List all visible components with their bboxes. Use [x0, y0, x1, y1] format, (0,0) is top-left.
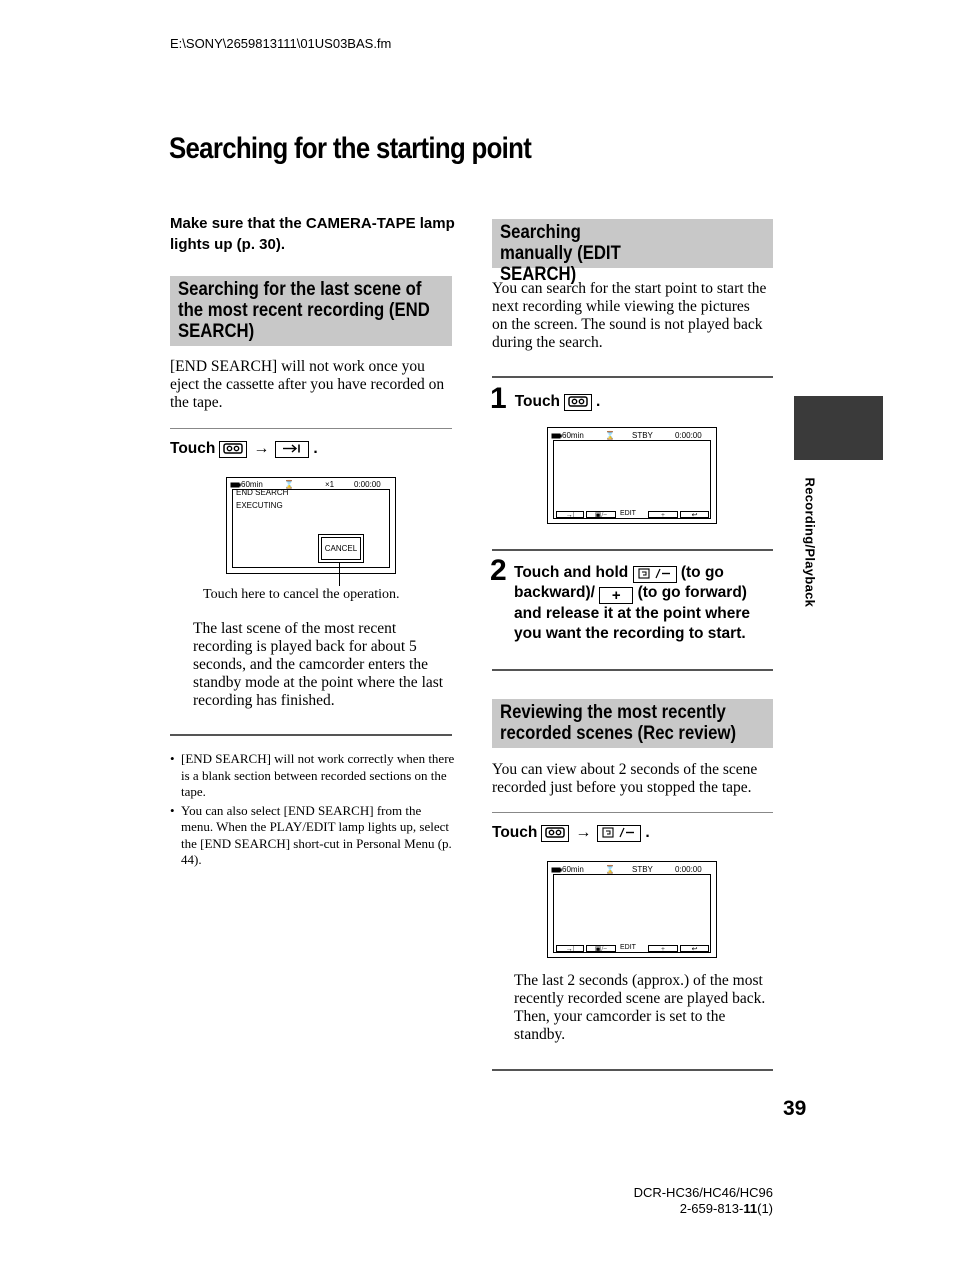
- lcd-inner-frame: [553, 440, 711, 519]
- lcd-battery: [551, 865, 584, 874]
- end-search-notes: [170, 751, 455, 871]
- lcd-edit-label: EDIT: [620, 510, 636, 517]
- lcd-plus-button[interactable]: +: [648, 945, 678, 952]
- rec-review-result: The last 2 seconds (approx.) of the most recently recorded scene are played back. Then, your camcorder is set to the standby.: [514, 972, 766, 1043]
- touch-label: Touch: [492, 824, 538, 841]
- step-2-text-c: (to go forward) and release it at the point where you want the recording to start.: [514, 584, 751, 642]
- end-search-heading: [170, 276, 452, 346]
- document-code: [560, 1201, 773, 1217]
- period: .: [645, 824, 650, 841]
- lcd-mode: END SEARCH: [236, 488, 289, 497]
- intro-note: Make sure that the CAMERA-TAPE lamp lights up (p. 30).: [170, 215, 455, 253]
- lcd-battery-text: 60min: [562, 865, 584, 874]
- rec-review-icon[interactable]: [597, 825, 641, 842]
- hourglass-icon: ⌛: [605, 865, 615, 874]
- lcd-end-search-button[interactable]: →|: [556, 945, 584, 952]
- cancel-button[interactable]: [318, 534, 364, 563]
- divider: [492, 549, 773, 551]
- note-item: • You can also select [END SEARCH] from the menu. When the PLAY/EDIT lamp lights up, select the [END SEARCH] short-cut in Personal Menu (p. 44).: [170, 803, 455, 869]
- divider: [492, 1069, 773, 1071]
- lcd-inner-frame: [553, 874, 711, 953]
- page-title: Searching for the starting point: [169, 132, 532, 165]
- hourglass-icon: ⌛: [284, 480, 294, 489]
- edit-search-heading-text: Searching manually (EDIT SEARCH): [500, 222, 621, 285]
- file-path: E:\SONY\2659813111\01US03BAS.fm: [170, 36, 392, 51]
- step-number: 2: [490, 554, 507, 587]
- end-search-touch-instruction: [170, 440, 318, 458]
- cancel-button-label: CANCEL: [321, 537, 361, 560]
- lcd-battery-text: 60min: [241, 480, 263, 489]
- lcd-return-button[interactable]: ↩: [680, 511, 709, 518]
- page-number: 39: [783, 1097, 807, 1120]
- battery-icon: [551, 867, 562, 873]
- period: .: [596, 393, 601, 410]
- battery-icon: [230, 482, 241, 488]
- model-name: DCR-HC36/HC46/HC96: [633, 1185, 773, 1200]
- lcd-speed: ×1: [325, 480, 335, 489]
- lcd-time: 0:00:00: [675, 865, 702, 874]
- end-search-lcd-screen: [226, 477, 396, 574]
- tape-icon[interactable]: [219, 441, 247, 458]
- rec-review-icon[interactable]: [633, 566, 677, 583]
- rec-review-heading-text: Reviewing the most recently recorded scenes (Rec review): [500, 702, 737, 744]
- edit-search-lcd-screen: [547, 427, 717, 524]
- plus-icon[interactable]: +: [599, 587, 633, 604]
- step-number: 1: [490, 382, 507, 415]
- edit-search-heading: [492, 219, 773, 285]
- section-tab: [794, 396, 883, 460]
- lcd-edit-label: EDIT: [620, 944, 636, 951]
- end-search-heading-text: Searching for the last scene of the most recent recording (END SEARCH): [178, 279, 430, 342]
- lcd-battery: [551, 431, 584, 440]
- lcd-return-button[interactable]: ↩: [680, 945, 709, 952]
- end-search-body: [END SEARCH] will not work once you eject the cassette after you have recorded on the tape.: [170, 358, 445, 411]
- battery-icon: [551, 433, 562, 439]
- callout-line: [339, 562, 340, 586]
- hourglass-icon: ⌛: [605, 431, 615, 440]
- edit-search-body: You can search for the start point to start the next recording while viewing the pictures on the screen. The sound is not played back during the search.: [492, 280, 767, 351]
- lcd-time: 0:00:00: [354, 480, 381, 489]
- period: .: [313, 440, 318, 457]
- rec-review-lcd-screen: [547, 861, 717, 958]
- arrow-icon: →: [253, 440, 270, 457]
- rec-review-body: You can view about 2 seconds of the scene recorded just before you stopped the tape.: [492, 761, 758, 796]
- step-2-instruction: [514, 563, 772, 644]
- lcd-plus-button[interactable]: +: [648, 511, 678, 518]
- model-info: [560, 1185, 773, 1217]
- code-prefix: 2-659-813-: [679, 1201, 744, 1216]
- lcd-status: EXECUTING: [236, 501, 283, 510]
- rec-review-touch-instruction: [492, 824, 650, 842]
- step-1-instruction: [515, 393, 601, 411]
- lcd-stby: STBY: [632, 865, 653, 874]
- cancel-caption: Touch here to cancel the operation.: [203, 587, 400, 602]
- touch-label: Touch: [514, 393, 561, 410]
- section-side-label: Recording/Playback: [802, 477, 818, 608]
- lcd-stby: STBY: [632, 431, 653, 440]
- touch-label: Touch: [170, 440, 216, 457]
- arrow-icon: →: [575, 824, 592, 841]
- tape-icon[interactable]: [564, 394, 592, 411]
- step-2-text-b: (to go backward)/: [514, 564, 724, 601]
- divider: [492, 812, 773, 813]
- lcd-time: 0:00:00: [675, 431, 702, 440]
- lcd-end-search-button[interactable]: →|: [556, 511, 584, 518]
- lcd-rec-review-button[interactable]: ▣/−: [586, 511, 616, 518]
- lcd-battery-text: 60min: [562, 431, 584, 440]
- divider: [170, 734, 452, 736]
- end-search-result: The last scene of the most recent recording is played back for about 5 seconds, and the camcorder enters the standby mode at the point where the last recording has finished.: [193, 620, 444, 709]
- rec-review-heading: [492, 699, 773, 748]
- divider: [170, 428, 452, 429]
- step-1: [490, 382, 600, 416]
- code-bold: 11: [743, 1201, 758, 1216]
- tape-icon[interactable]: [541, 825, 569, 842]
- lcd-rec-review-button[interactable]: ▣/−: [586, 945, 616, 952]
- note-item: • [END SEARCH] will not work correctly when there is a blank section between recorded sections on the tape.: [170, 751, 455, 801]
- end-search-icon[interactable]: [275, 441, 309, 458]
- step-2-text-a: Touch and hold: [514, 564, 629, 581]
- divider: [492, 376, 773, 378]
- divider: [492, 669, 773, 671]
- code-suffix: (1): [757, 1201, 773, 1216]
